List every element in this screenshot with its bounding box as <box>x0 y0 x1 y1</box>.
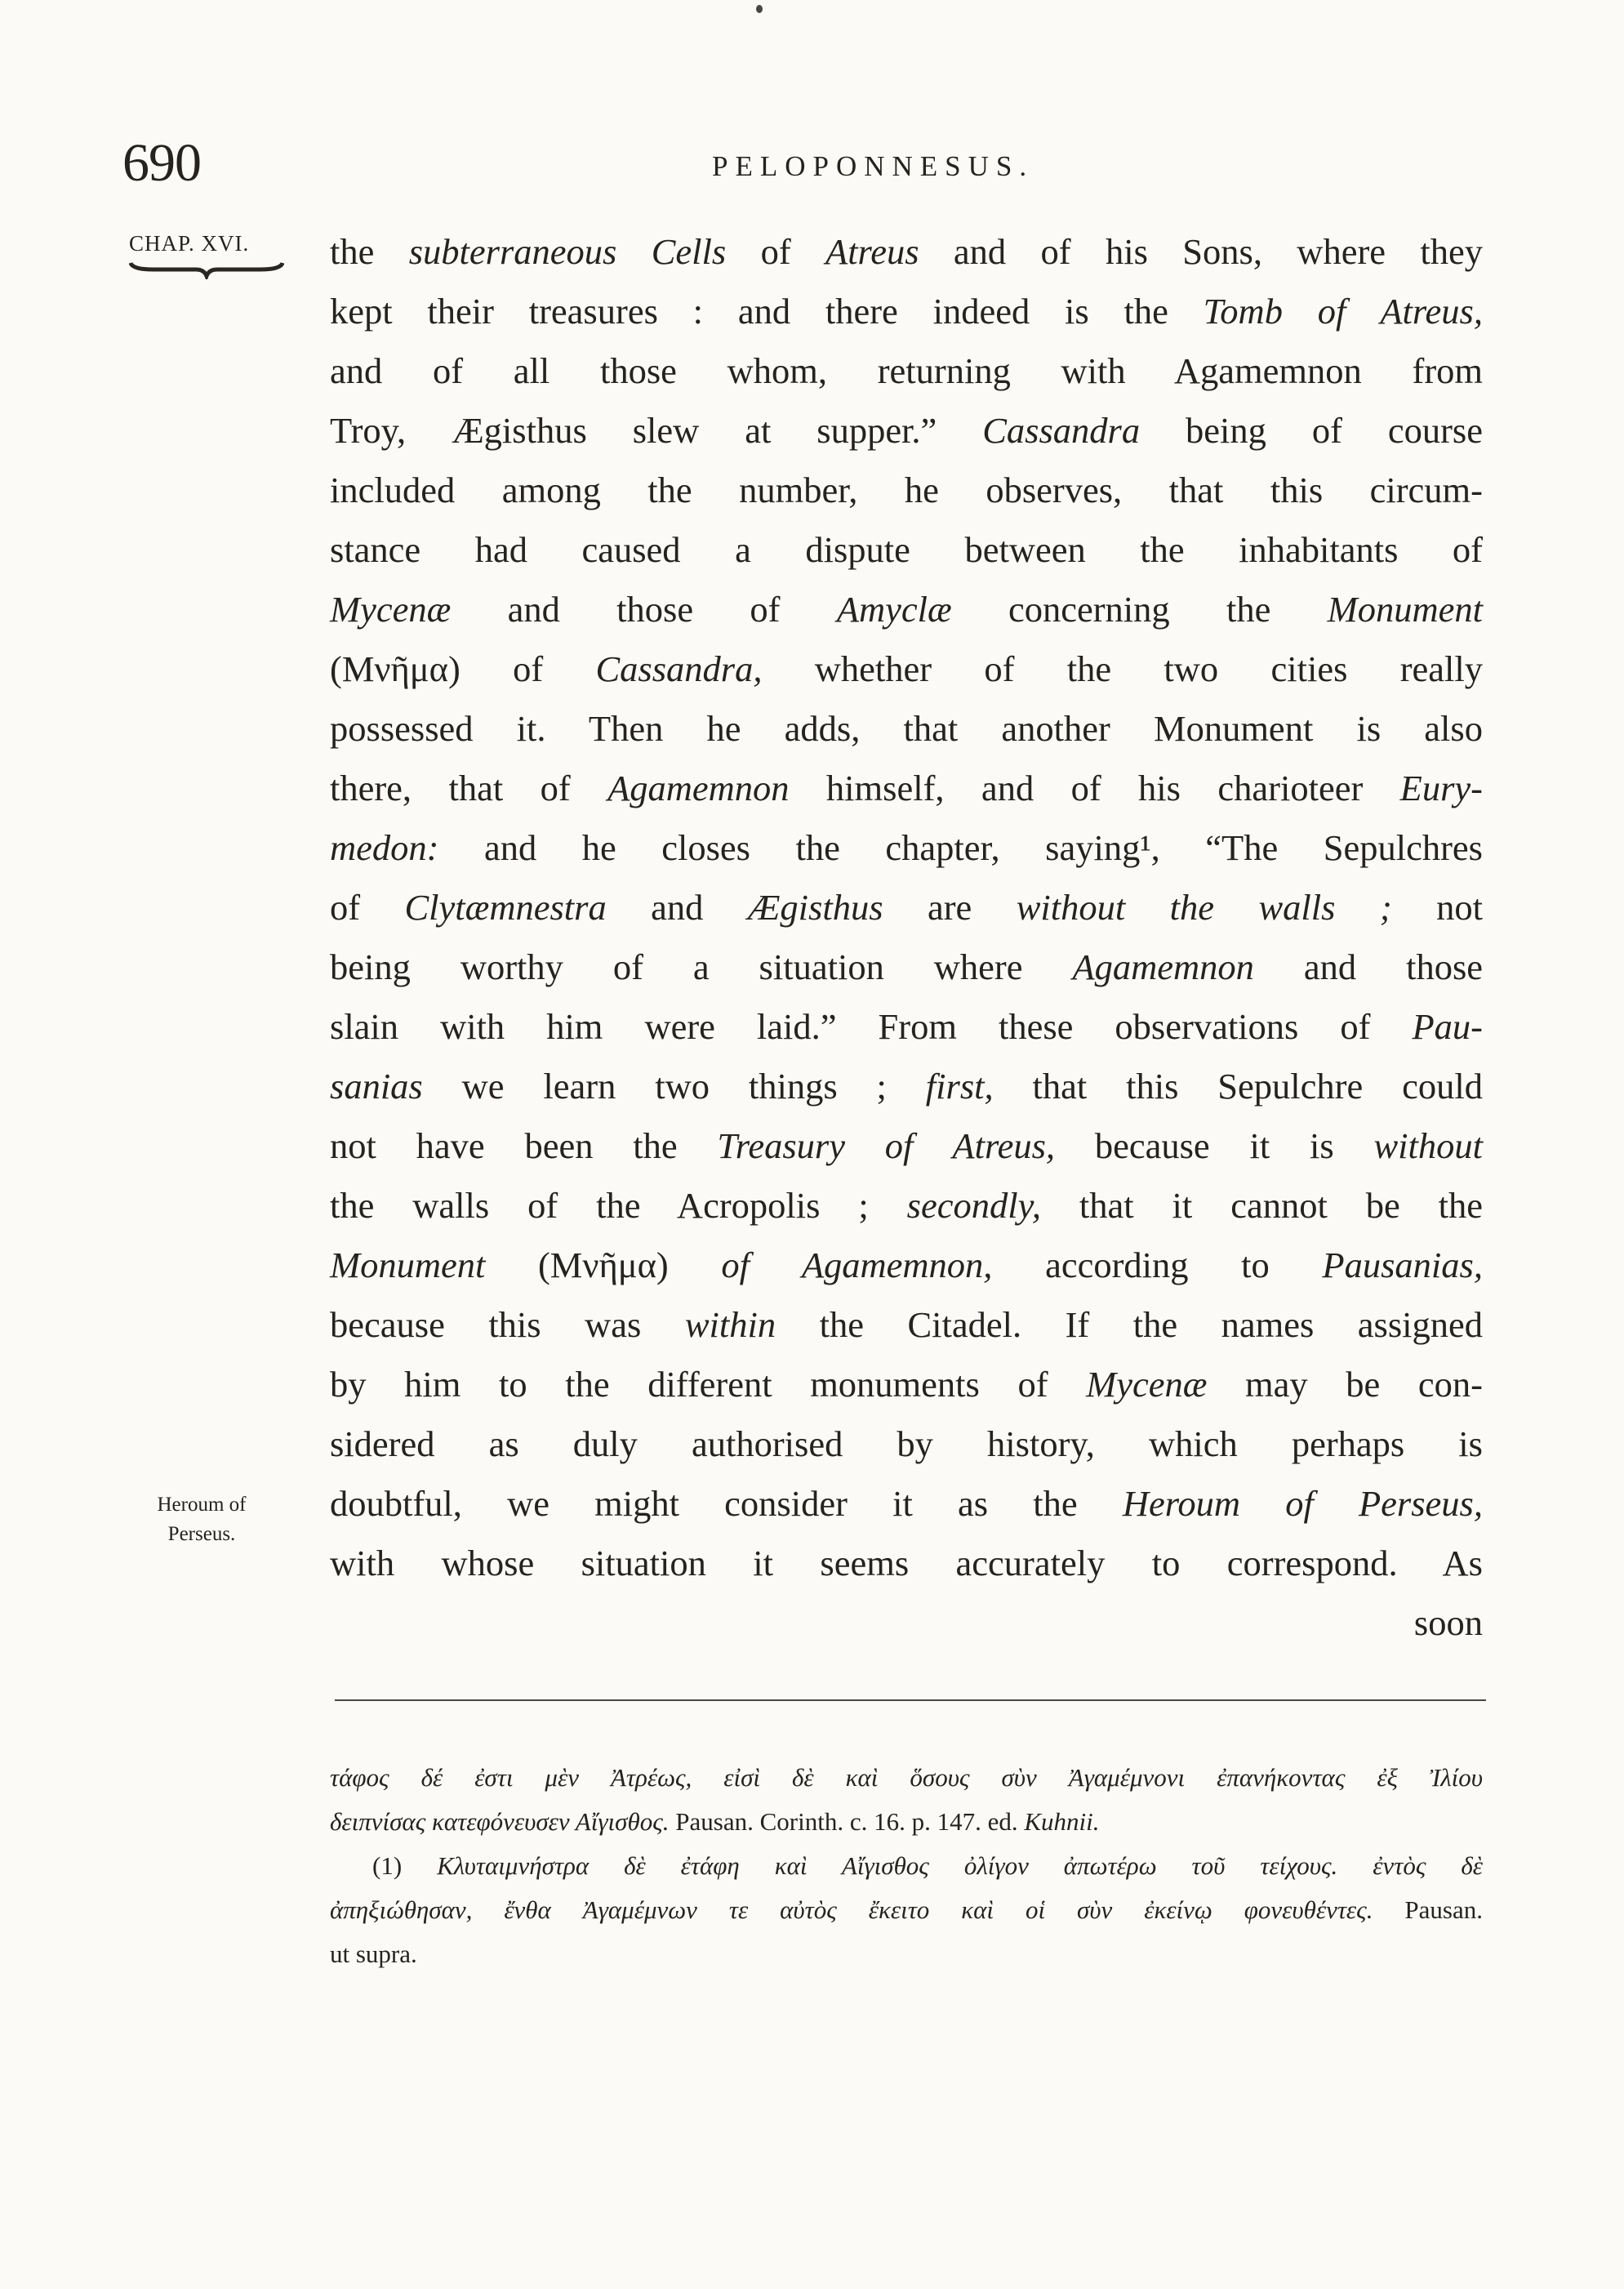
text-line <box>330 282 1483 341</box>
text-run: Pausan. Corinth. c. 16. p. 147. ed. <box>669 1807 1025 1836</box>
text-line <box>330 1295 1483 1355</box>
text-line <box>330 222 1483 282</box>
text-line <box>330 937 1483 997</box>
text-run: doubtful, we might consider it as the <box>330 1483 1123 1524</box>
text-line <box>330 1355 1483 1414</box>
text-line <box>330 639 1483 699</box>
italic-run: Ægisthus <box>747 887 883 928</box>
chapter-marker: CHAP. XVI. <box>129 231 250 256</box>
italic-run: Tomb of Atreus, <box>1203 291 1483 332</box>
text-run: and <box>606 887 748 928</box>
text-run: the <box>330 231 409 272</box>
footnote-line <box>330 1888 1483 1932</box>
italic-run: Clytæmnestra <box>404 887 607 928</box>
text-run: may be con- <box>1207 1364 1483 1405</box>
italic-run: Monument <box>330 1245 486 1285</box>
margin-note-line-1: Heroum of <box>157 1494 247 1516</box>
text-run: not have been the <box>330 1125 718 1166</box>
text-run: there, that of <box>330 768 608 808</box>
italic-run: Amyclæ <box>836 589 952 630</box>
italic-run: Heroum of Perseus, <box>1122 1483 1484 1524</box>
text-run: (Μνῆμα) of <box>330 648 596 689</box>
footnote-line <box>330 1844 1483 1888</box>
text-run: whether of the two cities really <box>762 648 1483 689</box>
text-line <box>330 401 1483 461</box>
text-run: possessed it. Then he adds, that another Monument is also <box>330 708 1483 749</box>
text-line <box>330 878 1483 937</box>
text-line <box>330 580 1483 639</box>
italic-run: sanias <box>330 1066 423 1107</box>
text-run: stance had caused a dispute between the inhabitants of <box>330 529 1483 570</box>
text-run: by him to the different monuments of <box>330 1364 1087 1405</box>
italic-run: medon: <box>330 827 439 868</box>
italic-run: Κλυταιμνήστρα δὲ ἐτάφη καὶ Αἴγισθος ὀλίγον ἀπωτέρω τοῦ τείχους. ἐντὸς δὲ <box>437 1851 1483 1880</box>
italic-run: Mycenæ <box>1086 1364 1208 1405</box>
text-run: the walls of the Acropolis ; <box>330 1185 907 1226</box>
text-run: kept their treasures : and there indeed is the <box>330 291 1204 332</box>
italic-run: of Agamemnon, <box>721 1245 993 1285</box>
text-run: are <box>883 887 1017 928</box>
text-line <box>330 341 1483 401</box>
text-run: slain with him were laid.” From these observations of <box>330 1006 1413 1047</box>
text-run: the Citadel. If the names assigned <box>776 1304 1484 1345</box>
italic-run: Treasury of Atreus, <box>717 1125 1056 1166</box>
italic-run: subterraneous Cells <box>408 231 727 272</box>
text-run: that this Sepulchre could <box>993 1066 1483 1107</box>
text-line <box>330 699 1483 759</box>
text-run: because this was <box>330 1304 685 1345</box>
text-run: (Μνῆμα) <box>485 1245 722 1285</box>
text-line <box>330 1116 1483 1176</box>
text-run: and he closes the chapter, saying¹, “The Sepulchres <box>438 827 1483 868</box>
italic-run: Monument <box>1327 589 1483 630</box>
text-run: Troy, Ægisthus slew at supper.” <box>330 410 983 451</box>
text-run: and of his Sons, where they <box>919 231 1483 272</box>
catchword <box>330 1593 1483 1653</box>
footnote-line <box>330 1800 1483 1844</box>
italic-run: Pau- <box>1412 1006 1483 1047</box>
footnote-rule <box>335 1699 1486 1701</box>
margin-note-line-2: Perseus. <box>167 1523 236 1545</box>
text-run: being worthy of a situation where <box>330 946 1073 987</box>
text-line <box>330 1414 1483 1474</box>
italic-run: secondly, <box>906 1185 1041 1226</box>
italic-run: Agamemnon <box>1072 946 1254 987</box>
page-number: 690 <box>122 133 201 193</box>
italic-run: Agamemnon <box>607 768 790 808</box>
text-line <box>330 818 1483 878</box>
italic-run: Pausanias, <box>1322 1245 1483 1285</box>
text-run: that it cannot be the <box>1041 1185 1484 1226</box>
footnotes <box>330 1756 1483 1976</box>
ink-dot <box>756 5 763 13</box>
text-line <box>330 1057 1483 1116</box>
text-run: and those of <box>451 589 837 630</box>
italic-run: first, <box>925 1066 994 1107</box>
text-run: and of all those whom, returning with Agamemnon from <box>330 350 1483 391</box>
italic-run: Cassandra, <box>595 648 763 689</box>
italic-run: Atreus <box>825 231 919 272</box>
text-run: we learn two things ; <box>422 1066 926 1107</box>
italic-run: without <box>1373 1125 1483 1166</box>
text-run: sidered as duly authorised by history, which perhaps is <box>330 1423 1483 1464</box>
italic-run: Mycenæ <box>330 589 452 630</box>
italic-run: without the walls ; <box>1016 887 1392 928</box>
text-run: Pausan. <box>1373 1895 1483 1924</box>
footnote-line <box>330 1756 1483 1800</box>
text-run: ut supra. <box>330 1939 417 1968</box>
text-run: concerning the <box>951 589 1328 630</box>
text-run: and those <box>1253 946 1484 987</box>
text-line <box>330 759 1483 818</box>
italic-run: δειπνίσας κατεφόνευσεν Αἴγισθος. <box>330 1807 670 1836</box>
text-line <box>330 997 1483 1057</box>
text-run: being of course <box>1140 410 1483 451</box>
text-run: with whose situation it seems accurately to correspond. As <box>330 1543 1483 1583</box>
text-line <box>330 1176 1483 1236</box>
text-run: himself, and of his charioteer <box>789 768 1400 808</box>
text-line <box>330 1236 1483 1295</box>
italic-run: τάφος δέ ἐστι μὲν Ἀτρέως, εἰσὶ δὲ καὶ ὅσους σὺν Ἀγαμέμνονι ἐπανήκοντας ἐξ Ἰλίου <box>330 1763 1483 1792</box>
text-line <box>330 1474 1483 1534</box>
italic-run: within <box>684 1304 776 1345</box>
text-run: of <box>726 231 826 272</box>
text-run: soon <box>1413 1602 1483 1643</box>
text-line <box>330 1534 1483 1593</box>
italic-run: Eury- <box>1399 768 1483 808</box>
italic-run: ἀπηξιώθησαν, ἔνθα Ἀγαμέμνων τε αὐτὸς ἔκειτο καὶ οἱ σὺν ἐκείνῳ φονευθέντες. <box>330 1895 1373 1924</box>
text-line <box>330 461 1483 520</box>
footnote-line <box>330 1932 1483 1976</box>
main-text <box>330 222 1483 1653</box>
text-run: included among the number, he observes, that this circum- <box>330 470 1483 510</box>
italic-run: Kuhnii. <box>1024 1807 1100 1836</box>
italic-run: Cassandra <box>982 410 1141 451</box>
margin-note <box>128 1490 275 1549</box>
running-title: PELOPONNESUS. <box>712 150 1034 182</box>
chapter-brace <box>129 260 284 279</box>
text-run: because it is <box>1055 1125 1374 1166</box>
text-run: (1) <box>372 1851 438 1880</box>
text-run: of <box>330 887 405 928</box>
text-run: according to <box>992 1245 1323 1285</box>
text-line <box>330 520 1483 580</box>
text-run: not <box>1391 887 1483 928</box>
